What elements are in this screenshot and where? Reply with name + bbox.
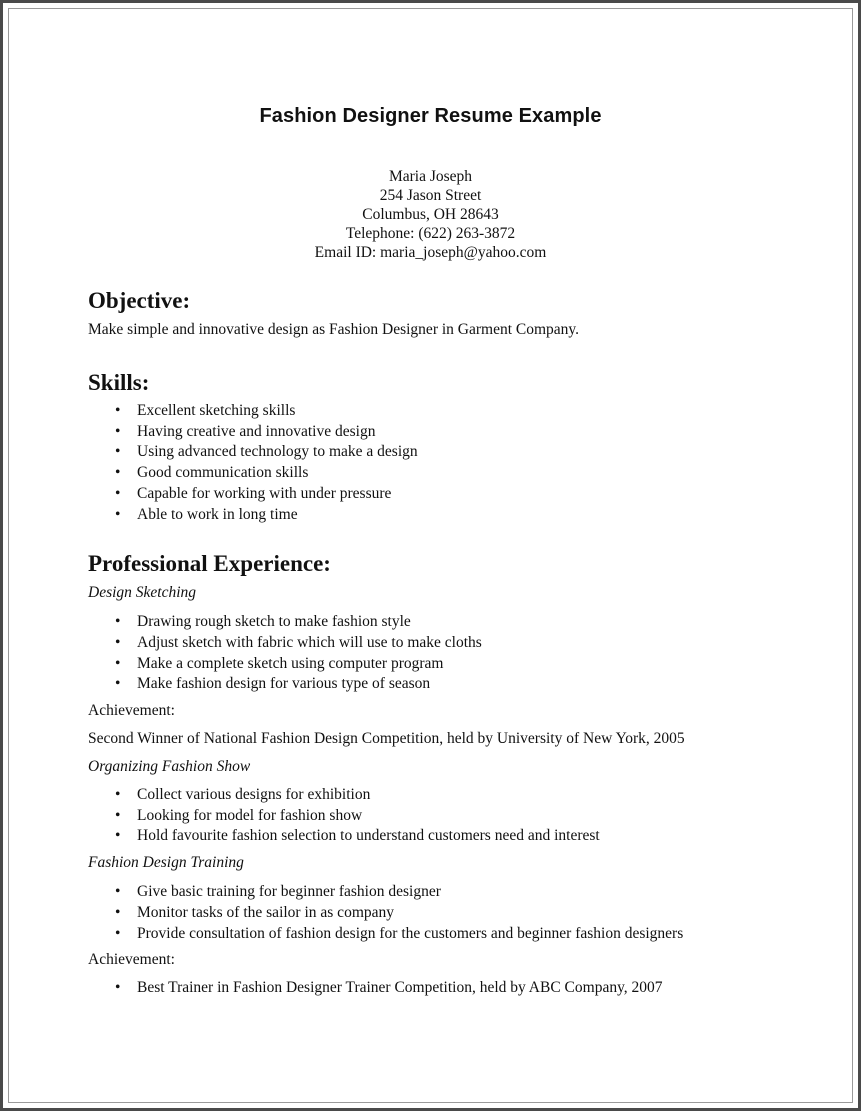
experience-item	[88, 633, 818, 654]
achievement-text: Second Winner of National Fashion Design Competition, held by University of New York, 2005	[88, 730, 685, 748]
fashion-design-training-list	[88, 882, 818, 944]
skill-item	[88, 422, 818, 443]
experience-heading: Professional Experience:	[88, 551, 331, 577]
bullet-icon: •	[115, 924, 121, 942]
skill-item	[88, 463, 818, 484]
skill-item	[88, 505, 818, 526]
organizing-fashion-show-list	[88, 785, 818, 847]
achievement-label: Achievement:	[88, 702, 175, 720]
objective-heading: Objective:	[88, 288, 191, 313]
skill-item-text: Capable for working with under pressure	[137, 484, 392, 502]
skill-item	[88, 442, 818, 463]
achievement-label: Achievement:	[88, 951, 175, 969]
experience-item-text: Looking for model for fashion show	[137, 806, 363, 824]
experience-item-text: Provide consultation of fashion design for the customers and beginner fashion designers	[137, 924, 684, 942]
skill-item	[88, 484, 818, 505]
experience-item	[88, 654, 818, 675]
skill-item-text: Using advanced technology to make a design	[137, 443, 418, 461]
skill-item-text: Excellent sketching skills	[137, 402, 296, 419]
bullet-icon: •	[115, 422, 121, 440]
bullet-icon: •	[115, 443, 121, 461]
experience-subheading-design-sketching: Design Sketching	[88, 584, 197, 602]
experience-subheading-fashion-design-training: Fashion Design Training	[88, 854, 244, 872]
resume-content	[88, 287, 818, 999]
skill-item-text: Able to work in long time	[137, 505, 298, 523]
bullet-icon: •	[115, 654, 121, 672]
bullet-icon: •	[115, 613, 121, 631]
bullet-icon: •	[115, 883, 121, 901]
skills-heading: Skills:	[88, 370, 150, 395]
contact-telephone: Telephone: (622) 263-3872	[345, 225, 516, 242]
experience-item	[88, 882, 818, 903]
experience-item-text: Make fashion design for various type of season	[137, 675, 431, 693]
skills-list	[88, 401, 818, 525]
experience-item	[88, 806, 818, 827]
experience-item	[88, 924, 818, 945]
bullet-icon: •	[115, 484, 121, 502]
achievement-item-text: Best Trainer in Fashion Designer Trainer Competition, held by ABC Company, 2007	[137, 979, 663, 997]
experience-item-text: Collect various designs for exhibition	[137, 786, 371, 804]
experience-subheading-organizing-fashion-show: Organizing Fashion Show	[88, 758, 251, 776]
achievement-list	[88, 978, 818, 999]
experience-item	[88, 612, 818, 633]
bullet-icon: •	[115, 505, 121, 523]
bullet-icon: •	[115, 806, 121, 824]
contact-street: 254 Jason Street	[379, 187, 482, 204]
experience-item-text: Drawing rough sketch to make fashion style	[137, 613, 411, 631]
skill-item-text: Good communication skills	[137, 464, 309, 482]
experience-item-text: Give basic training for beginner fashion designer	[137, 883, 441, 901]
bullet-icon: •	[115, 675, 121, 693]
contact-email: Email ID: maria_joseph@yahoo.com	[314, 244, 547, 261]
experience-item	[88, 903, 818, 924]
objective-text: Make simple and innovative design as Fashion Designer in Garment Company.	[88, 321, 580, 338]
achievement-item	[88, 978, 818, 999]
contact-name: Maria Joseph	[388, 168, 473, 185]
experience-item	[88, 785, 818, 806]
bullet-icon: •	[115, 402, 121, 419]
experience-item-text: Monitor tasks of the sailor in as company	[137, 903, 394, 921]
bullet-icon: •	[115, 464, 121, 482]
skill-item-text: Having creative and innovative design	[137, 422, 376, 440]
experience-item	[88, 826, 818, 847]
experience-item-text: Make a complete sketch using computer program	[137, 654, 444, 672]
bullet-icon: •	[115, 633, 121, 651]
contact-city: Columbus, OH 28643	[362, 206, 499, 223]
bullet-icon: •	[115, 903, 121, 921]
experience-item-text: Hold favourite fashion selection to understand customers need and interest	[137, 827, 600, 845]
bullet-icon: •	[115, 979, 121, 997]
skill-item	[88, 401, 818, 422]
contact-block	[3, 167, 858, 262]
bullet-icon: •	[115, 827, 121, 845]
experience-item-text: Adjust sketch with fabric which will use to make cloths	[137, 633, 482, 651]
document-title: Fashion Designer Resume Example	[259, 105, 602, 127]
experience-item	[88, 674, 818, 695]
bullet-icon: •	[115, 786, 121, 804]
design-sketching-list	[88, 612, 818, 695]
